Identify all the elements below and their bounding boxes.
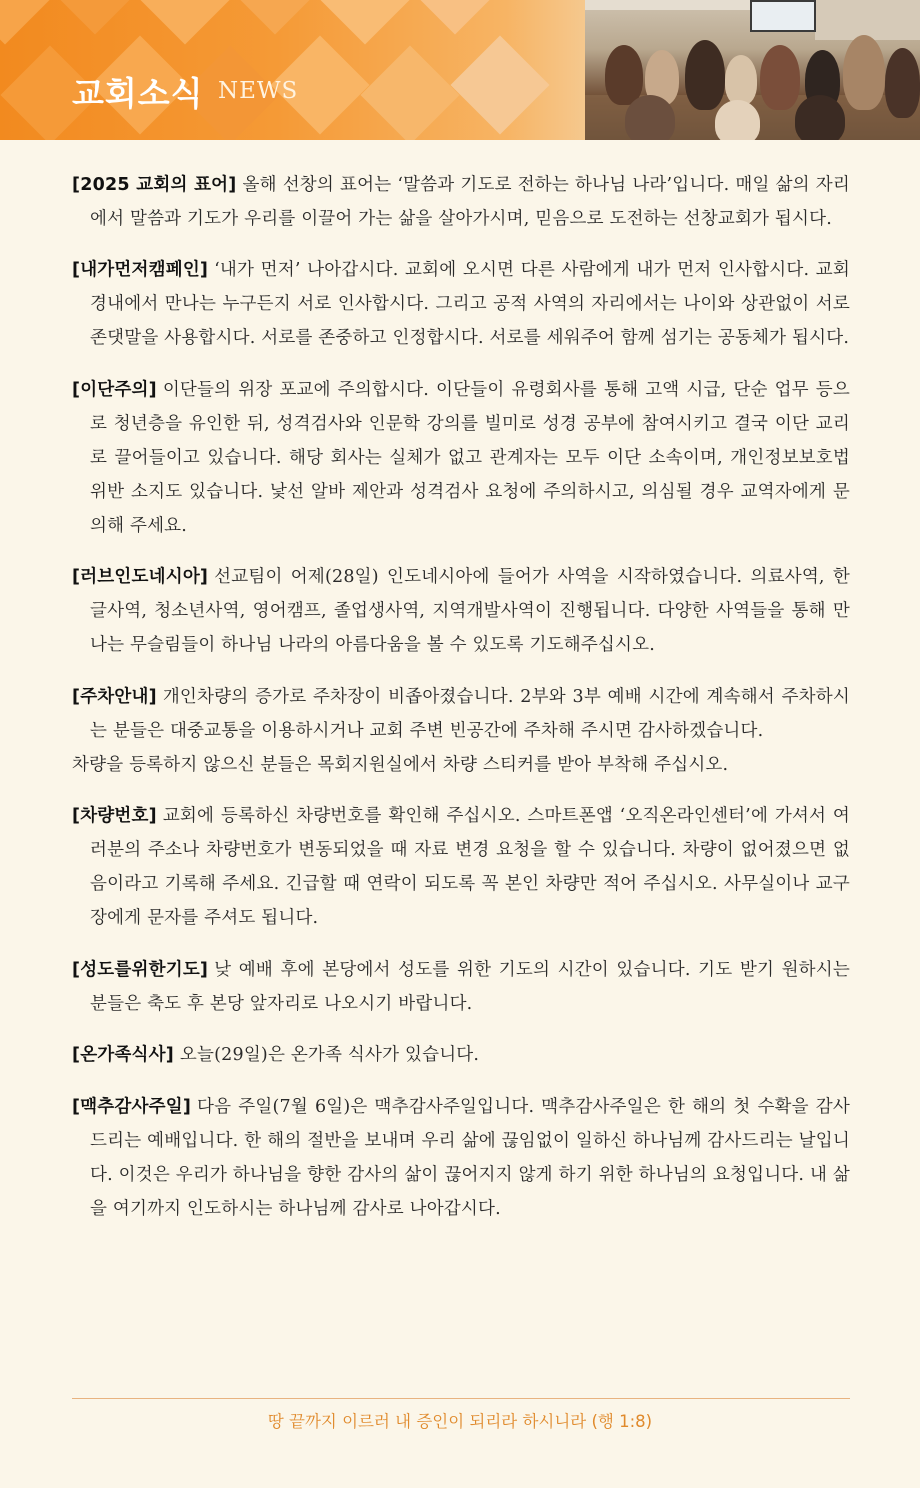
news-item-campaign	[72, 253, 850, 355]
footer-divider	[72, 1398, 850, 1399]
news-item-tag: [성도를위한기도]	[72, 959, 209, 980]
news-item-text: 오늘(29일)은 온가족 식사가 있습니다.	[179, 1045, 480, 1065]
news-item-tag: [차량번호]	[72, 806, 157, 826]
footer-verse: 땅 끝까지 이르러 내 증인이 되리라 하시니라 (행 1:8)	[267, 1412, 653, 1431]
news-item-text: 낮 예배 후에 본당에서 성도를 위한 기도의 시간이 있습니다. 기도 받기 원하시는 분들은 축도 후 본당 앞자리로 나오시기 바랍니다.	[90, 959, 850, 1014]
news-item-tag: [2025 교회의 표어]	[72, 174, 237, 195]
news-item-text: 선교팀이 어제(28일) 인도네시아에 들어가 사역을 시작하였습니다. 의료사역, 한글사역, 청소년사역, 영어캠프, 졸업생사역, 지역개발사역이 진행됩니다. 다양한 사역들을 통해 만나는 무슬림들이 하나님 나라의 아름다움을 볼 수 있도록 기도해주십시오.	[90, 567, 850, 655]
news-item-text: 개인차량의 증가로 주차장이 비좁아졌습니다. 2부와 3부 예배 시간에 계속해서 주차하시는 분들은 대중교통을 이용하시거나 교회 주변 빈공간에 주차해 주시면 감사하겠습니다.	[90, 686, 850, 741]
news-item-tag: [주차안내]	[72, 686, 157, 707]
news-item-prayer	[72, 953, 850, 1021]
news-item-tag: [러브인도네시아]	[72, 567, 209, 587]
page-title: 교회소식	[72, 74, 204, 113]
news-item-tag: [온가족식사]	[72, 1045, 174, 1065]
news-item-indonesia-mission	[72, 560, 850, 662]
news-item-parking	[72, 680, 850, 782]
news-item-thanksgiving	[72, 1090, 850, 1226]
news-item-text: 교회에 등록하신 차량번호를 확인해 주십시오. 스마트폰앱 ‘오직온라인센터’에 가셔서 여러분의 주소나 차량번호가 변동되었을 때 자료 변경 요청을 할 수 있습니다. 차량이 없어졌으면 없음이라고 기록해 주세요. 긴급할 때 연락이 되도록 꼭 본인 차량만 적어 주십시오. 사무실이나 교구장에게 문자를 주셔도 됩니다.	[90, 806, 850, 928]
news-item-motto	[72, 168, 850, 236]
news-item-text: 이단들의 위장 포교에 주의합시다. 이단들이 유령회사를 통해 고액 시급, 단순 업무 등으로 청년층을 유인한 뒤, 성격검사와 인문학 강의를 빌미로 성경 공부에 참여시키고 결국 이단 교리로 끌어들이고 있습니다. 해당 회사는 실체가 없고 관계자는 모두 이단 소속이며, 개인정보보호법 위반 소지도 있습니다. 낯선 알바 제안과 성격검사 요청에 주의하시고, 의심될 경우 교역자에게 문의해 주세요.	[90, 379, 850, 536]
news-item-text: ‘내가 먼저’ 나아갑시다. 교회에 오시면 다른 사람에게 내가 먼저 인사합시다. 교회 경내에서 만나는 누구든지 서로 인사합시다. 그리고 공적 사역의 자리에서는 나이와 상관없이 서로 존댓말을 사용합시다. 서로를 존중하고 인정합시다. 서로를 세워주어 함께 섬기는 공동체가 됩시다.	[90, 260, 850, 348]
screen-in-photo	[750, 0, 816, 32]
news-item-extra-text: 차량을 등록하지 않으신 분들은 목회지원실에서 차량 스티커를 받아 부착해 주십시오.	[72, 754, 729, 775]
news-item-tag: [이단주의]	[72, 379, 157, 400]
news-item-vehicle-number	[72, 799, 850, 935]
news-header	[0, 0, 920, 140]
news-item-family-meal	[72, 1038, 850, 1072]
news-item-tag: [내가먼저캠페인]	[72, 260, 209, 280]
church-gathering-photo	[585, 0, 920, 140]
news-item-text: 다음 주일(7월 6일)은 맥추감사주일입니다. 맥추감사주일은 한 해의 첫 수확을 감사드리는 예배입니다. 한 해의 절반을 보내며 우리 삶에 끊임없이 일하신 하나님께 감사드리는 날입니다. 이것은 우리가 하나님을 향한 감사의 삶이 끊어지지 않게 하기 위한 하나님의 요청입니다. 내 삶을 여기까지 인도하시는 하나님께 감사로 나아갑시다.	[90, 1096, 850, 1219]
news-item-cult-warning	[72, 373, 850, 543]
news-item-text: 올해 선창의 표어는 ‘말씀과 기도로 전하는 하나님 나라’입니다. 매일 삶의 자리에서 말씀과 기도가 우리를 이끌어 가는 삶을 살아가시며, 믿음으로 도전하는 선창교회가 됩시다.	[90, 174, 850, 229]
news-item-tag: [맥추감사주일]	[72, 1096, 192, 1117]
news-list	[72, 150, 850, 1236]
page-subtitle: NEWS	[218, 78, 299, 104]
